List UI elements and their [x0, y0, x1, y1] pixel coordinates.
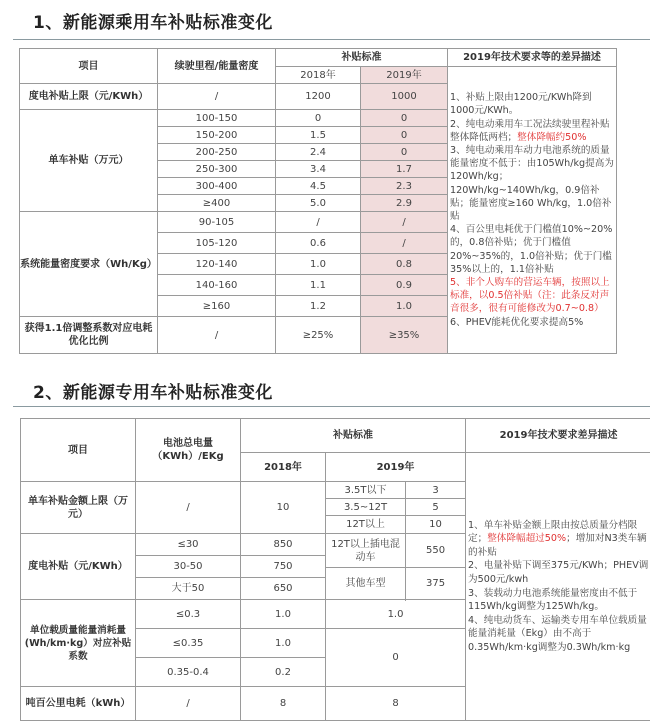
cell-2019: 0: [361, 110, 448, 127]
cell-range: 90-105: [158, 212, 276, 233]
row-label: 获得1.1倍调整系数对应电耗优化比例: [20, 317, 158, 354]
cell-battery: /: [136, 482, 241, 534]
cell-2018: ≥25%: [276, 317, 361, 354]
row-label: 吨百公里电耗（kWh）: [21, 687, 136, 721]
diff-p6: 6、PHEV能耗优化要求提高5%: [450, 316, 584, 328]
cell-battery: ≤30: [136, 534, 241, 556]
diff-p4: 4、百公里电耗优于门槛值10%~20%的，0.8倍补贴；优于门槛值20%~35%的，1.0倍补贴；优于门槛35%以上的，1.1倍补贴: [450, 224, 613, 275]
diff-p3: 3、纯电动乘用车动力电池系统的质量能量密度不低于：由105Wh/kg提高为120Wh/kg；120Wh/kg~140Wh/kg，0.9倍补贴；能量密度≥160 Wh/kg，1.0倍补贴: [450, 144, 614, 222]
cell-2018: 0.6: [276, 233, 361, 254]
diff-p1: [468, 519, 649, 560]
diff-description: [466, 453, 650, 721]
cell-2018: 1.0: [241, 600, 326, 629]
cell-2019: 2.9: [361, 195, 448, 212]
header-2019: 2019年: [361, 67, 448, 84]
diff-p1: 1、补贴上限由1200元/KWh降到1000元/KWh。: [450, 92, 592, 117]
cell-battery: 30-50: [136, 556, 241, 578]
cell-2018: 1.0: [276, 254, 361, 275]
row-label: 单车补贴金额上限（万元）: [21, 482, 136, 534]
cell-2018: 650: [241, 578, 326, 600]
cell-2019: ≥35%: [361, 317, 448, 354]
cell-2018: 750: [241, 556, 326, 578]
cell-battery: 大于50: [136, 578, 241, 600]
cell-2018: 0.2: [241, 658, 326, 687]
cell-2019-value: 375: [406, 568, 466, 600]
diff-p5: 5、非个人购车的营运车辆，按照以上标准，以0.5倍补贴（注：此条反对声音很多，很有可能修改为0.7~0.8）: [450, 277, 610, 315]
diff-p2: [450, 118, 614, 144]
cell-2019-value: 10: [406, 516, 466, 534]
diff-p1-highlight: 整体降幅超过50%: [487, 533, 567, 545]
cell-2019-type: 12T以上: [326, 516, 406, 534]
cell-2018: 1200: [276, 84, 361, 110]
cell-2018: 1.5: [276, 127, 361, 144]
cell-2019-type: 3.5~12T: [326, 499, 406, 516]
cell-battery: ≤0.3: [136, 600, 241, 629]
cell-range: 200-250: [158, 144, 276, 161]
cell-2019: 1000: [361, 84, 448, 110]
cell-battery: ≤0.35: [136, 629, 241, 658]
cell-range: 250-300: [158, 161, 276, 178]
cell-range: 100-150: [158, 110, 276, 127]
header-2018: 2018年: [276, 67, 361, 84]
section1-divider: [13, 39, 650, 40]
diff-p3: 3、装载动力电池系统能量密度由不低于115Wh/kg调整为125Wh/kg。: [468, 587, 638, 613]
row-label: 单位载质量能量消耗量(Wh/km·kg）对应补贴系数: [21, 600, 136, 687]
row-label: 度电补贴上限（元/KWh）: [20, 84, 158, 110]
cell-2018: 10: [241, 482, 326, 534]
header-item: 项目: [20, 49, 158, 84]
cell-range: /: [158, 84, 276, 110]
cell-2018: 0: [276, 110, 361, 127]
cell-range: 120-140: [158, 254, 276, 275]
diff-p2: 2、电量补贴下调至375元/KWh；PHEV调为500元/kwh: [468, 560, 649, 585]
cell-2018: 3.4: [276, 161, 361, 178]
cell-2018: /: [276, 212, 361, 233]
cell-2019: 0.8: [361, 254, 448, 275]
cell-2019: 0.9: [361, 275, 448, 296]
cell-2019-value: 3: [406, 482, 466, 499]
cell-2019: /: [361, 212, 448, 233]
diff-description: [448, 67, 617, 354]
header-subsidy: 补贴标准: [276, 49, 448, 67]
cell-2018: 8: [241, 687, 326, 721]
row-label: 度电补贴（元/KWh）: [21, 534, 136, 600]
cell-2018: 4.5: [276, 178, 361, 195]
diff-p1-suffix: ；增加对N3类车辆的补贴: [468, 533, 647, 558]
cell-2019: 0: [361, 127, 448, 144]
cell-2019: 1.0: [326, 600, 466, 629]
header-diff: 2019年技术要求等的差异描述: [448, 49, 617, 67]
cell-range: 105-120: [158, 233, 276, 254]
header-subsidy: 补贴标准: [241, 419, 466, 453]
section2-divider: [13, 406, 650, 407]
header-battery: 电池总电量（KWh）/EKg: [136, 419, 241, 482]
cell-2018: 5.0: [276, 195, 361, 212]
special-vehicle-subsidy-table: [20, 418, 650, 721]
row-label: 单车补贴（万元）: [20, 110, 158, 212]
cell-2018: 850: [241, 534, 326, 556]
section2-title: 2、新能源专用车补贴标准变化: [33, 383, 273, 403]
cell-range: ≥160: [158, 296, 276, 317]
cell-2019: 0: [361, 144, 448, 161]
cell-range: ≥400: [158, 195, 276, 212]
passenger-vehicle-subsidy-table: [19, 48, 617, 354]
diff-p4: 4、纯电动货车、运输类专用车单位载质量能量消耗量（Ekg）由不高于0.35Wh/km·kg调整为0.3Wh/km·kg: [468, 614, 647, 653]
section1-title: 1、新能源乘用车补贴标准变化: [33, 13, 273, 33]
diff-p2-text: 2、纯电动乘用车工况法续驶里程补贴整体降低两档；: [450, 118, 610, 143]
cell-2018: 1.0: [241, 629, 326, 658]
cell-2019: /: [361, 233, 448, 254]
cell-2019-type: 其他车型: [326, 568, 406, 600]
cell-2018: 2.4: [276, 144, 361, 161]
cell-range: 150-200: [158, 127, 276, 144]
diff-p2-highlight: 整体降幅约50%: [517, 131, 587, 143]
cell-battery: /: [136, 687, 241, 721]
header-item: 项目: [21, 419, 136, 482]
diff-p1-text: 1、单车补贴金额上限由按总质量分档限定；: [468, 519, 638, 545]
cell-2019: 0: [326, 629, 466, 687]
cell-2019-value: 550: [406, 534, 466, 568]
cell-range: /: [158, 317, 276, 354]
cell-2019: 8: [326, 687, 466, 721]
cell-battery: 0.35-0.4: [136, 658, 241, 687]
cell-2019-type: 12T以上插电混动车: [326, 534, 406, 568]
cell-2019-value: 5: [406, 499, 466, 516]
cell-2019: 2.3: [361, 178, 448, 195]
header-diff: 2019年技术要求差异描述: [466, 419, 650, 453]
cell-2019: 1.7: [361, 161, 448, 178]
cell-2018: 1.2: [276, 296, 361, 317]
cell-range: 300-400: [158, 178, 276, 195]
header-range: 续驶里程/能量密度: [158, 49, 276, 84]
header-2019: 2019年: [326, 453, 466, 482]
cell-range: 140-160: [158, 275, 276, 296]
row-label: 系统能量密度要求（Wh/Kg）: [20, 212, 158, 317]
cell-2019: 1.0: [361, 296, 448, 317]
cell-2019-type: 3.5T以下: [326, 482, 406, 499]
header-2018: 2018年: [241, 453, 326, 482]
cell-2018: 1.1: [276, 275, 361, 296]
